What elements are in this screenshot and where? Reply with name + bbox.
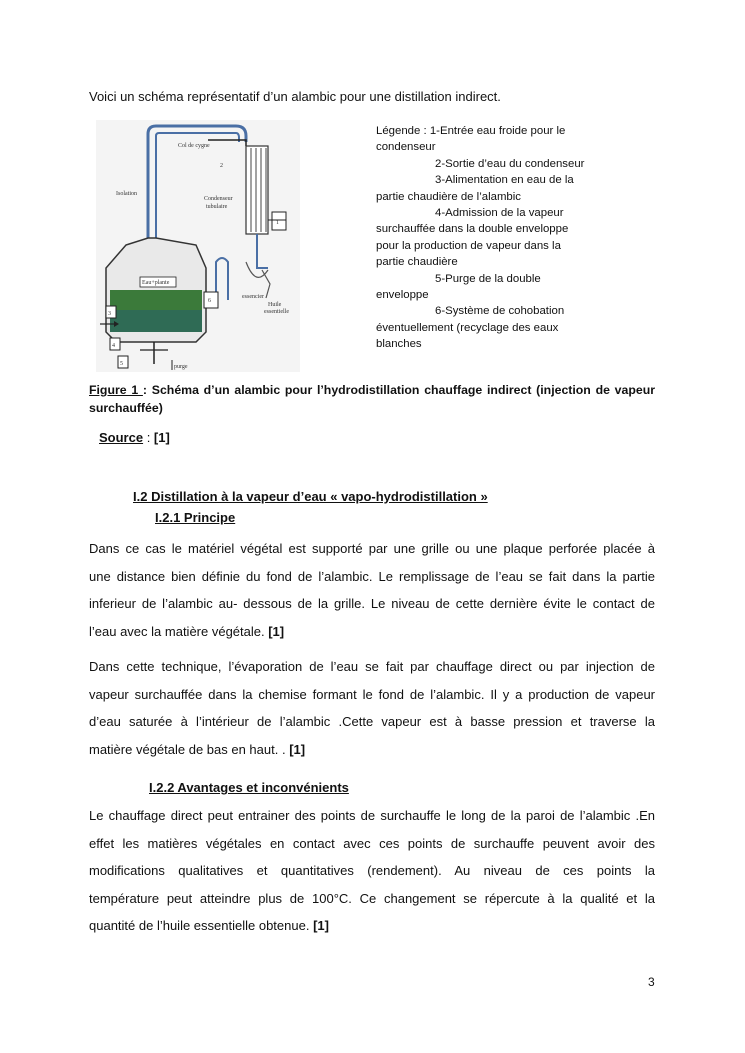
legend-line: partie chaudière de l’alambic: [376, 190, 521, 203]
legend-line: Légende : 1-Entrée eau froide pour le: [376, 125, 566, 137]
figure-caption: [89, 381, 655, 417]
page-number: 3: [648, 975, 655, 989]
text-line: vapeur surchauffée dans la chemise formant le fond de l’alambic. Il y a production de vapeur: [89, 686, 655, 702]
label-n5: 5: [120, 361, 123, 367]
label-condenseur: Condenseur: [204, 196, 233, 202]
text-line: modifications qualitatives et quantitatives (rendement). Au niveau de ces points la: [89, 863, 655, 878]
source-separator: :: [143, 430, 154, 445]
legend-line: 6-Système de cohobation: [435, 305, 565, 318]
section-heading: I.2 Distillation à la vapeur d’eau « vapo-hydrodistillation »: [133, 489, 488, 504]
label-n2: 2: [220, 163, 223, 169]
caption-separator: :: [142, 383, 148, 397]
label-n3: 3: [108, 311, 111, 317]
label-n4: 4: [112, 343, 115, 349]
source-reference: [1]: [153, 430, 170, 445]
label-n6: 6: [208, 298, 211, 304]
paragraph-principe-1: [89, 535, 655, 645]
water-layer: [110, 310, 202, 332]
alembic-diagram: [96, 120, 300, 372]
reference: [1]: [289, 741, 306, 757]
figure-source: [99, 430, 170, 445]
legend-line: 2-Sortie d’eau du condenseur: [435, 157, 585, 170]
legend-line: partie chaudière: [376, 256, 458, 269]
text-line: Le chauffage direct peut entrainer des points de surchauffe le long de la paroi de l’alambic .En: [89, 808, 655, 823]
text-line: d’eau saturée à l’intérieur de l’alambic .Cette vapeur est à basse pression et traverse la: [89, 714, 655, 729]
legend-line: condenseur: [376, 141, 436, 154]
text-line: inferieur de l’alambic au- dessous de la grille. Le niveau de cette dernière évite le contact de: [89, 596, 655, 611]
source-label: Source: [99, 430, 144, 445]
label-tubulaire: tubulaire: [206, 204, 228, 210]
text-line: effet les matières végétales en contact avec ces points de surchauffe peuvent avoir des: [89, 835, 655, 851]
intro-text: Voici un schéma représentatif d’un alambic pour une distillation indirect.: [89, 89, 501, 104]
caption-label: Figure 1: [89, 383, 143, 397]
subsection-heading-principe: I.2.1 Principe: [155, 510, 236, 525]
label-essencier: essencier: [242, 294, 264, 300]
figure-legend: [376, 123, 612, 353]
legend-line: 4-Admission de la vapeur: [435, 207, 564, 220]
text-line: quantité de l’huile essentielle obtenue. [1]: [89, 918, 329, 933]
text-line: température peut atteindre plus de 100°C. Ce changement se répercute à la qualité et la: [89, 890, 655, 906]
legend-line: pour la production de vapeur dans la: [376, 239, 561, 252]
condenser-body: [246, 146, 268, 234]
paragraph-avantages: [89, 802, 655, 940]
plant-material: [110, 290, 202, 310]
legend-line: 3-Alimentation en eau de la: [435, 174, 574, 187]
text-line: l’eau avec la matière végétale. [1]: [89, 623, 285, 639]
legend-line: éventuellement (recyclage des eaux: [376, 321, 559, 334]
label-essentielle: essentielle: [264, 309, 289, 315]
text-line: matière végétale de bas en haut. . [1]: [89, 741, 306, 757]
text-line: Dans ce cas le matériel végétal est supporté par une grille ou une plaque perforée placée à: [89, 541, 655, 556]
label-huile: Huile: [268, 302, 282, 308]
label-purge: purge: [174, 364, 188, 370]
legend-line: surchauffée dans la double enveloppe: [376, 223, 569, 236]
paragraph-principe-2: [89, 653, 655, 763]
reference: [1]: [268, 623, 285, 639]
reference: [1]: [313, 918, 329, 933]
label-col-cygne: Col de cygne: [178, 143, 210, 149]
text-line: Dans cette technique, l’évaporation de l’eau se fait par chauffage direct ou par injection de: [89, 659, 655, 674]
caption-text: Schéma d’un alambic pour l’hydrodistillation chauffage indirect (injection de vapeur surchauffée): [89, 383, 655, 415]
label-isolation: Isolation: [116, 191, 137, 197]
legend-line: 5-Purge de la double: [435, 272, 541, 285]
legend-line: blanches: [376, 338, 422, 351]
subsection-heading-avantages: I.2.2 Avantages et inconvénients: [149, 780, 349, 795]
text-line: une distance bien définie du fond de l’alambic. Le remplissage de l’eau se fait dans la partie: [89, 568, 655, 584]
label-eau-plante: Eau+plante: [142, 280, 170, 286]
label-n1: 1: [276, 220, 279, 226]
legend-line: enveloppe: [376, 289, 429, 302]
